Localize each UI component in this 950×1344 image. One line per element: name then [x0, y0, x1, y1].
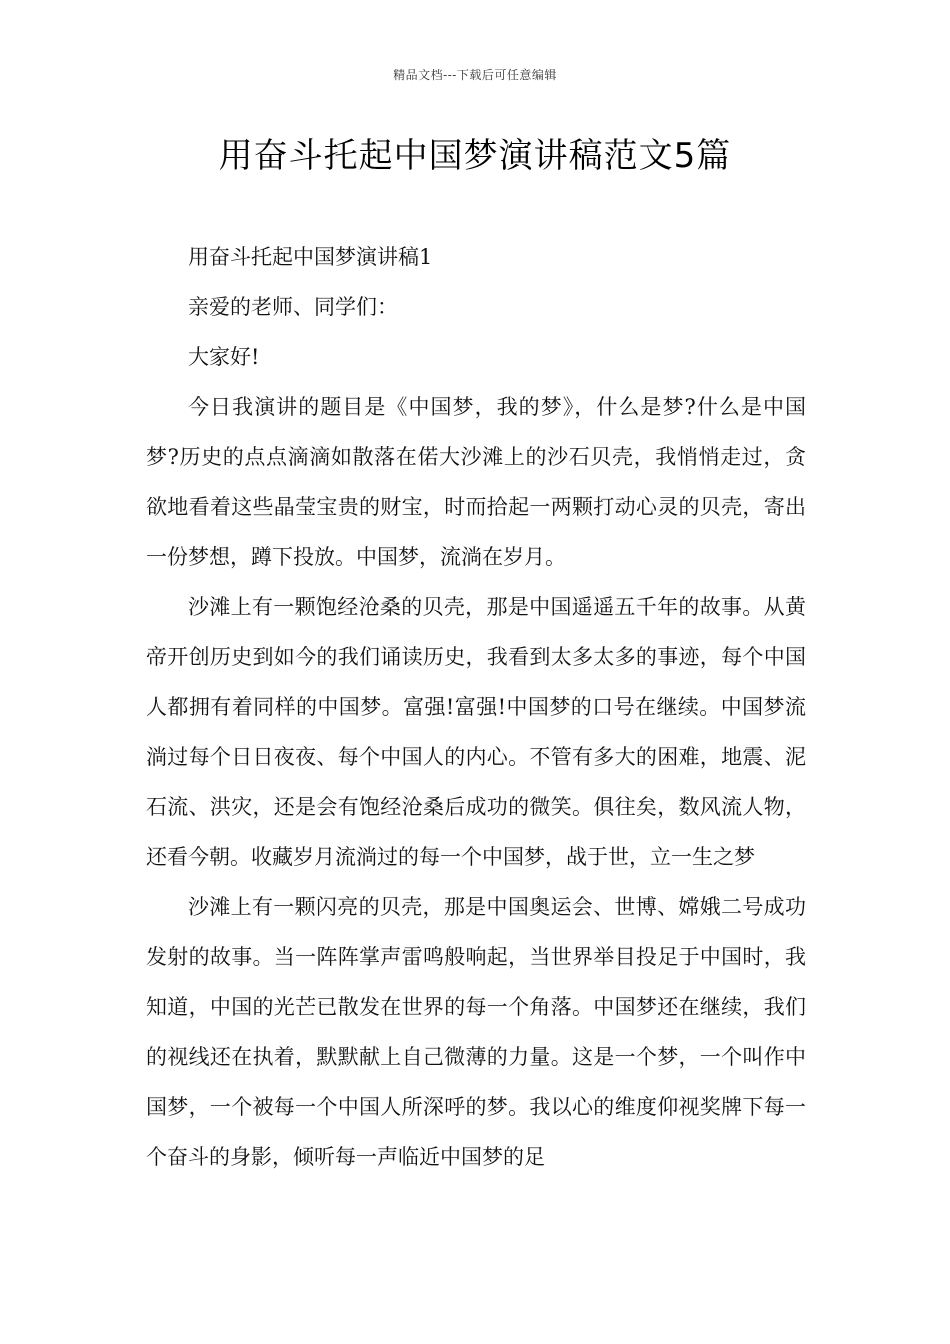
header-note: 精品文档---下载后可任意编辑 [393, 68, 557, 82]
paragraph: 今日我演讲的题目是《中国梦，我的梦》，什么是梦?什么是中国梦?历史的点点滴滴如散落在偌大沙滩上的沙石贝壳，我悄悄走过，贪欲地看着这些晶莹宝贵的财宝，时而拾起一两颗打动心灵的贝壳，寄出一份梦想，蹲下投放。中国梦，流淌在岁月。 [146, 395, 806, 569]
paragraph: 沙滩上有一颗饱经沧桑的贝壳，那是中国遥遥五千年的故事。从黄帝开创历史到如今的我们诵读历史，我看到太多太多的事迹，每个中国人都拥有着同样的中国梦。富强!富强!中国梦的口号在继续。中国梦流淌过每个日日夜夜、每个中国人的内心。不管有多大的困难，地震、泥石流、洪灾，还是会有饱经沧桑后成功的微笑。俱往矣，数风流人物，还看今朝。收藏岁月流淌过的每一个中国梦，战于世，立一生之梦 [146, 595, 806, 869]
greeting: 大家好! [188, 345, 260, 369]
document-title: 用奋斗托起中国梦演讲稿范文5篇 [218, 136, 732, 176]
salutation: 亲爱的老师、同学们： [188, 295, 398, 319]
speech-heading: 用奋斗托起中国梦演讲稿1 [188, 245, 433, 269]
paragraph: 沙滩上有一颗闪亮的贝壳，那是中国奥运会、世博、嫦娥二号成功发射的故事。当一阵阵掌声雷鸣般响起，当世界举目投足于中国时，我知道，中国的光芒已散发在世界的每一个角落。中国梦还在继续，我们的视线还在执着，默默献上自己微薄的力量。这是一个梦，一个叫作中国梦，一个被每一个中国人所深呼的梦。我以心的维度仰视奖牌下每一个奋斗的身影，倾听每一声临近中国梦的足 [146, 895, 806, 1169]
document-body [146, 232, 806, 1182]
